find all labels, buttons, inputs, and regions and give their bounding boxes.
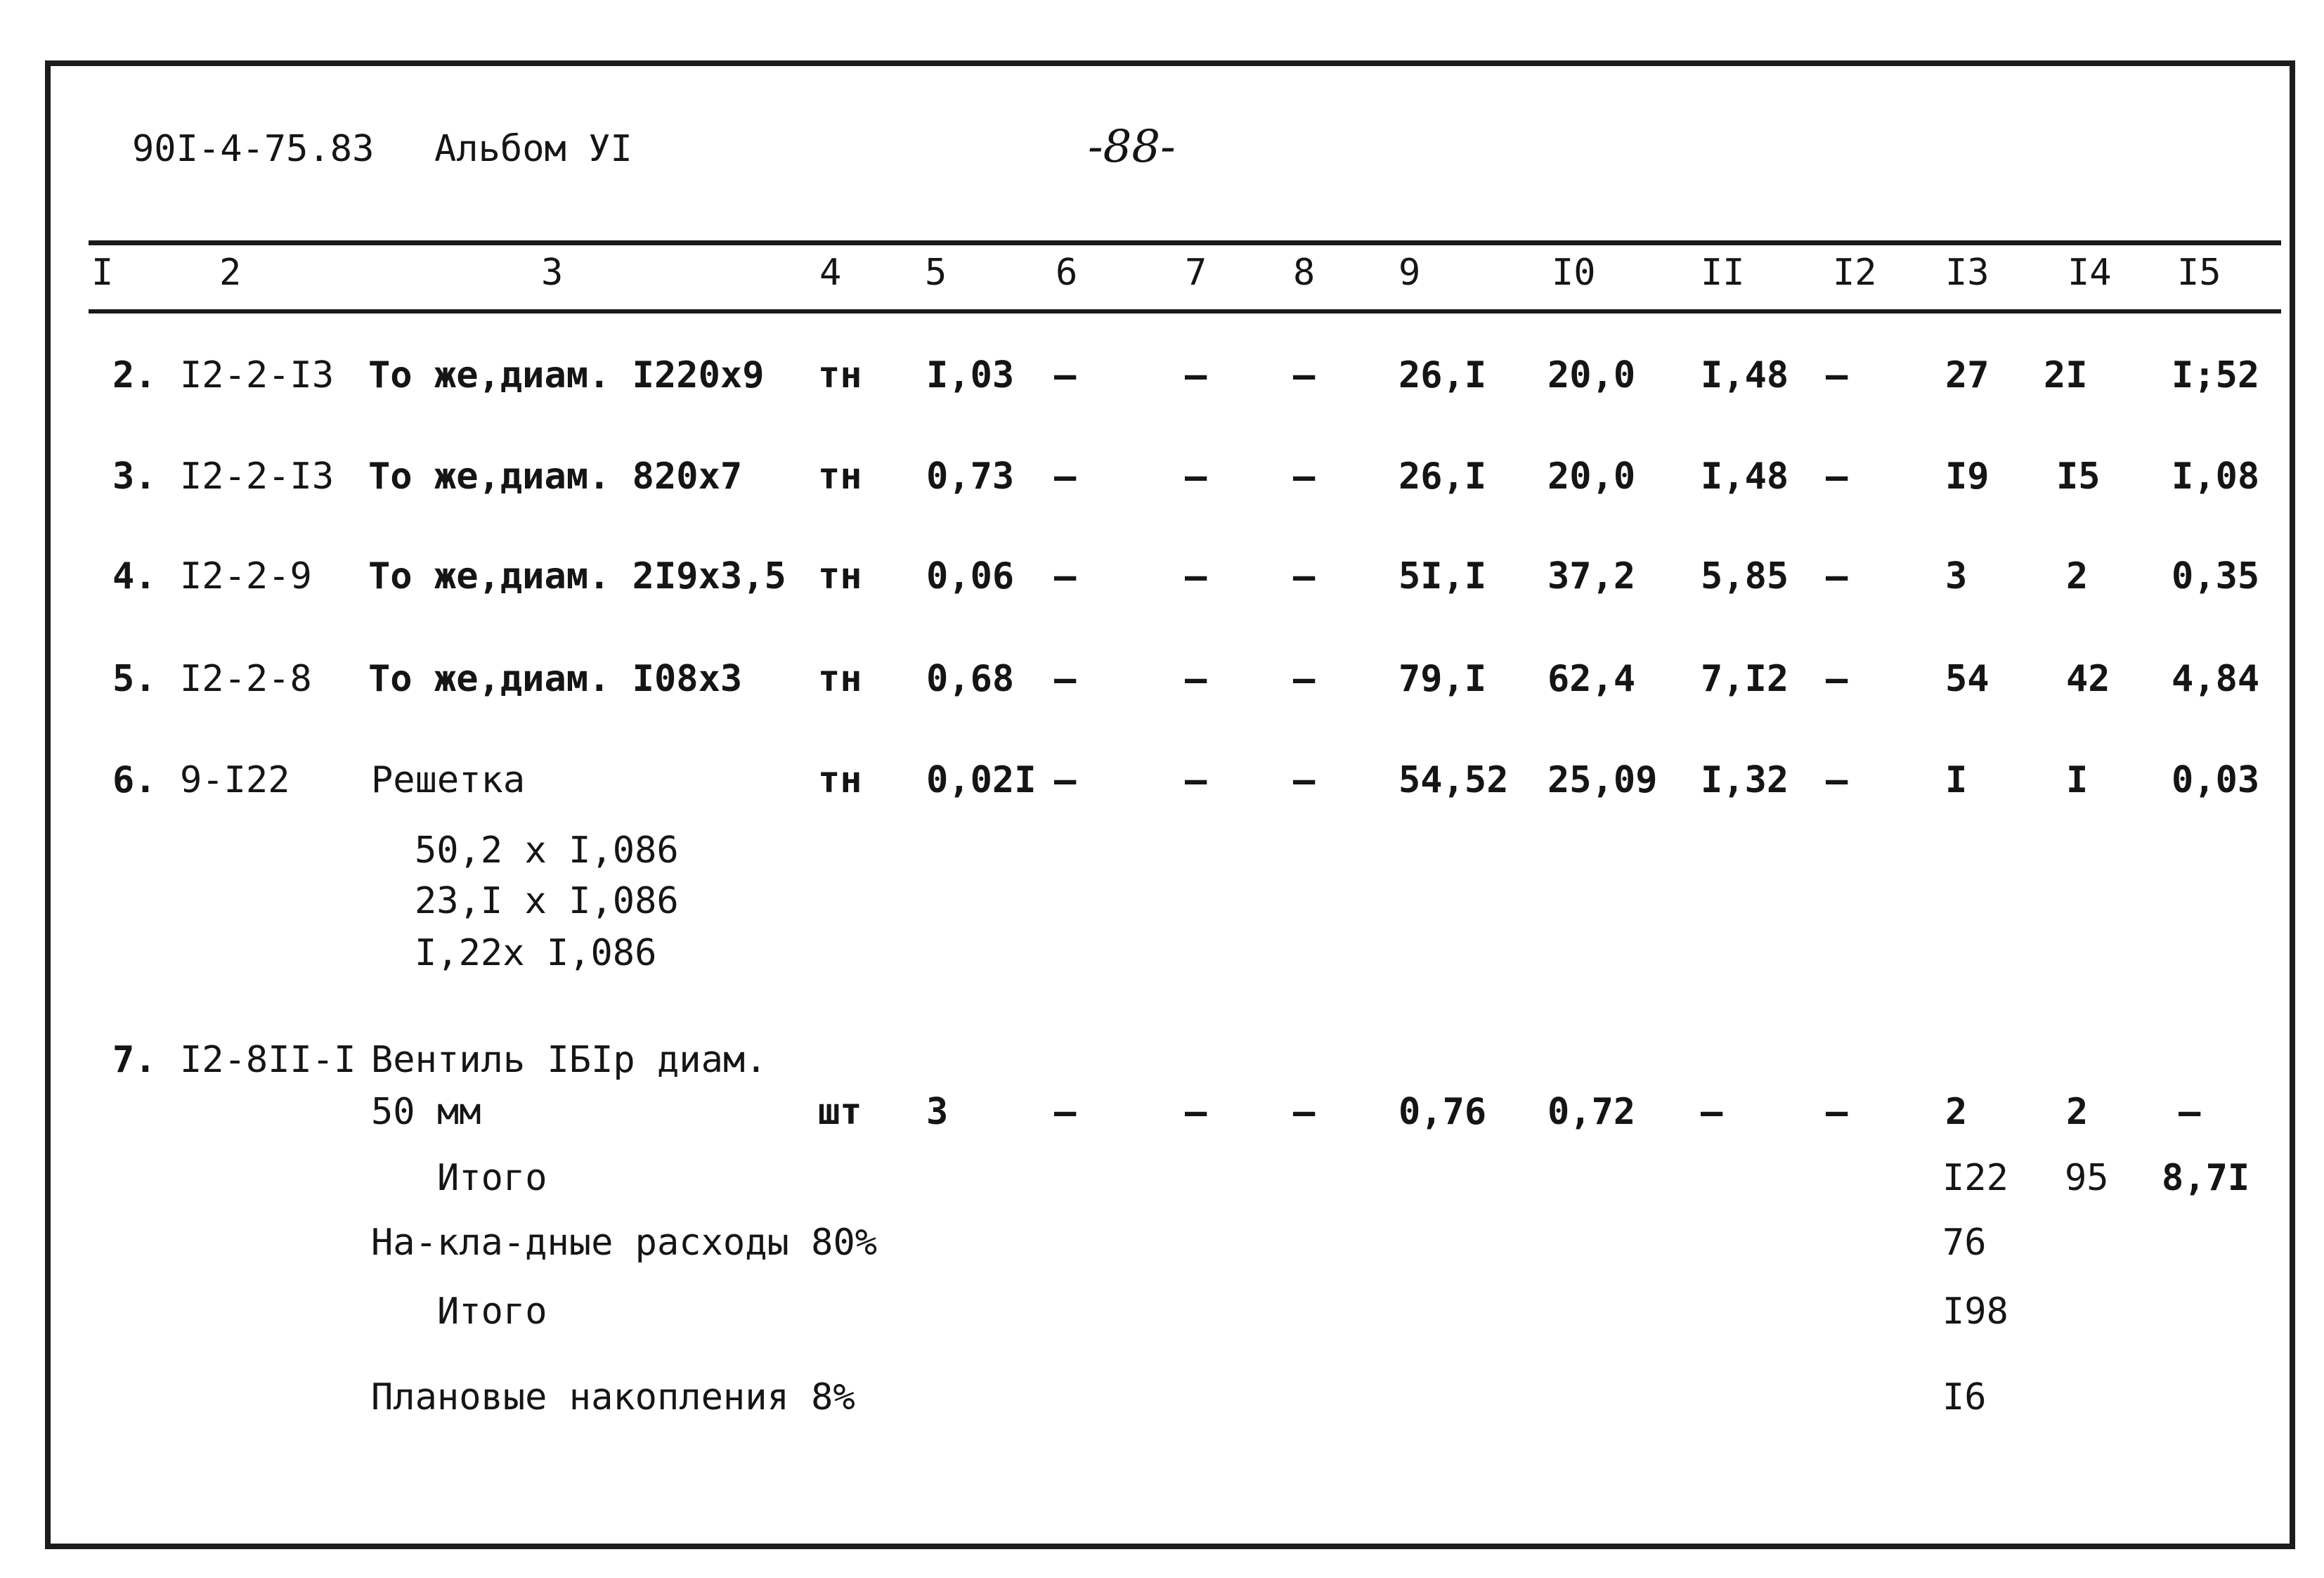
col10-value: 20,0: [1547, 455, 1636, 498]
item-name: То же,диам. I08x3: [368, 658, 743, 700]
col8-value: –: [1293, 354, 1316, 396]
col11-value: I,32: [1701, 759, 1789, 801]
col11-value: 7,I2: [1701, 658, 1789, 700]
col13-value: I9: [1945, 455, 1989, 498]
col11-value: I,48: [1701, 455, 1789, 498]
unit: тн: [818, 658, 862, 700]
col7-value: –: [1185, 658, 1207, 700]
table-header-rule: [89, 309, 2281, 313]
col10-value: 0,72: [1547, 1091, 1636, 1133]
col6-value: –: [1054, 759, 1077, 801]
row-number: 7.: [112, 1039, 157, 1081]
col11-value: I,48: [1701, 354, 1789, 396]
col8-value: –: [1293, 658, 1316, 700]
col5-value: 0,68: [926, 658, 1015, 700]
album-label: Альбом УI: [434, 128, 632, 170]
col7-value: –: [1185, 1091, 1207, 1133]
col14-value: 42: [2066, 658, 2110, 700]
col7-value: –: [1185, 555, 1207, 597]
col-header-4: 4: [819, 252, 842, 294]
overhead-label: На-кла-дные расходы 80%: [371, 1222, 878, 1264]
planned-savings-label: Плановые накопления 8%: [371, 1376, 855, 1418]
total-label: Итого: [437, 1291, 547, 1333]
col-header-2: 2: [219, 252, 242, 294]
col6-value: –: [1054, 455, 1077, 498]
item-name: Вентиль IБIр диам.: [371, 1039, 767, 1081]
col5-value: 0,73: [926, 455, 1015, 498]
rate-code: I2-2-9: [180, 555, 312, 597]
col5-value: 0,02I: [926, 759, 1037, 801]
rate-code: I2-2-I3: [180, 354, 335, 396]
item-name: Решетка: [371, 759, 526, 801]
col9-value: 54,52: [1398, 759, 1509, 801]
col5-value: 0,06: [926, 555, 1015, 597]
col-header-10: I0: [1552, 252, 1596, 294]
col5-value: 3: [926, 1091, 949, 1133]
col10-value: 25,09: [1547, 759, 1658, 801]
col15-value: 0,35: [2172, 555, 2260, 597]
col13-value: 27: [1945, 354, 1989, 396]
col-header-11: II: [1701, 252, 1745, 294]
col14-value: I5: [2056, 455, 2101, 498]
col6-value: –: [1054, 1091, 1077, 1133]
col6-value: –: [1054, 354, 1077, 396]
col-header-13: I3: [1945, 252, 1989, 294]
col8-value: –: [1293, 455, 1316, 498]
col-header-12: I2: [1833, 252, 1877, 294]
col-header-3: 3: [541, 252, 564, 294]
col-header-15: I5: [2177, 252, 2221, 294]
col12-value: –: [1826, 455, 1848, 498]
col14-value: 2: [2066, 555, 2089, 597]
col10-value: 37,2: [1547, 555, 1636, 597]
row-number: 5.: [112, 658, 157, 700]
unit: тн: [818, 455, 862, 498]
rate-code: I2-8II-I: [180, 1039, 356, 1081]
unit: тн: [818, 759, 862, 801]
col-header-5: 5: [925, 252, 947, 294]
item-name-cont: 50 мм: [371, 1091, 481, 1133]
col8-value: –: [1293, 759, 1316, 801]
subtotal-col13: I22: [1942, 1157, 2008, 1199]
document-code: 90I-4-75.83: [132, 128, 375, 170]
rate-code: 9-I22: [180, 759, 290, 801]
col-header-6: 6: [1056, 252, 1078, 294]
col14-value: 2: [2066, 1091, 2089, 1133]
table-top-rule: [89, 240, 2281, 245]
col6-value: –: [1054, 658, 1077, 700]
rate-code: I2-2-I3: [180, 455, 335, 498]
unit: тн: [818, 354, 862, 396]
col12-value: –: [1826, 1091, 1848, 1133]
overhead-col13: 76: [1942, 1222, 1987, 1264]
col12-value: –: [1826, 555, 1848, 597]
col15-value: I,08: [2172, 455, 2260, 498]
grate-dimension-line: I,22x I,086: [415, 932, 657, 974]
col6-value: –: [1054, 555, 1077, 597]
subtotal-col15: 8,7I: [2162, 1157, 2250, 1199]
col7-value: –: [1185, 759, 1207, 801]
col-header-14: I4: [2067, 252, 2112, 294]
row-number: 3.: [112, 455, 157, 498]
col13-value: 3: [1945, 555, 1968, 597]
item-name: То же,диам. I220x9: [368, 354, 765, 396]
col12-value: –: [1826, 759, 1848, 801]
col15-value: 0,03: [2172, 759, 2260, 801]
col10-value: 62,4: [1547, 658, 1636, 700]
col-header-8: 8: [1293, 252, 1316, 294]
col-header-9: 9: [1398, 252, 1421, 294]
item-name: То же,диам. 2I9x3,5: [368, 555, 786, 597]
col13-value: 54: [1945, 658, 1989, 700]
col14-value: I: [2066, 759, 2089, 801]
grate-dimension-line: 23,I x I,086: [415, 880, 679, 922]
col13-value: I: [1945, 759, 1968, 801]
col15-value: I;52: [2172, 354, 2260, 396]
col9-value: 79,I: [1398, 658, 1487, 700]
col8-value: –: [1293, 555, 1316, 597]
col7-value: –: [1185, 354, 1207, 396]
subtotal-label: Итого: [437, 1157, 547, 1199]
col12-value: –: [1826, 354, 1848, 396]
col11-value: –: [1701, 1091, 1723, 1133]
unit: шт: [818, 1091, 862, 1133]
unit: тн: [818, 555, 862, 597]
col9-value: 5I,I: [1398, 555, 1487, 597]
col14-value: 2I: [2044, 354, 2088, 396]
col-header-1: I: [91, 252, 114, 294]
grate-dimension-line: 50,2 x I,086: [415, 829, 679, 872]
col9-value: 0,76: [1398, 1091, 1487, 1133]
planned-savings-col13: I6: [1942, 1376, 1987, 1418]
col15-value: –: [2179, 1091, 2201, 1133]
item-name: То же,диам. 820x7: [368, 455, 743, 498]
rate-code: I2-2-8: [180, 658, 312, 700]
row-number: 6.: [112, 759, 157, 801]
col9-value: 26,I: [1398, 455, 1487, 498]
page-number: -88-: [1088, 121, 1176, 173]
subtotal-col14: 95: [2065, 1157, 2109, 1199]
total-col13: I98: [1942, 1291, 2008, 1333]
col12-value: –: [1826, 658, 1848, 700]
col5-value: I,03: [926, 354, 1015, 396]
col10-value: 20,0: [1547, 354, 1636, 396]
col9-value: 26,I: [1398, 354, 1487, 396]
col-header-7: 7: [1185, 252, 1207, 294]
col8-value: –: [1293, 1091, 1316, 1133]
row-number: 2.: [112, 354, 157, 396]
col15-value: 4,84: [2172, 658, 2260, 700]
row-number: 4.: [112, 555, 157, 597]
col7-value: –: [1185, 455, 1207, 498]
col13-value: 2: [1945, 1091, 1968, 1133]
col11-value: 5,85: [1701, 555, 1789, 597]
